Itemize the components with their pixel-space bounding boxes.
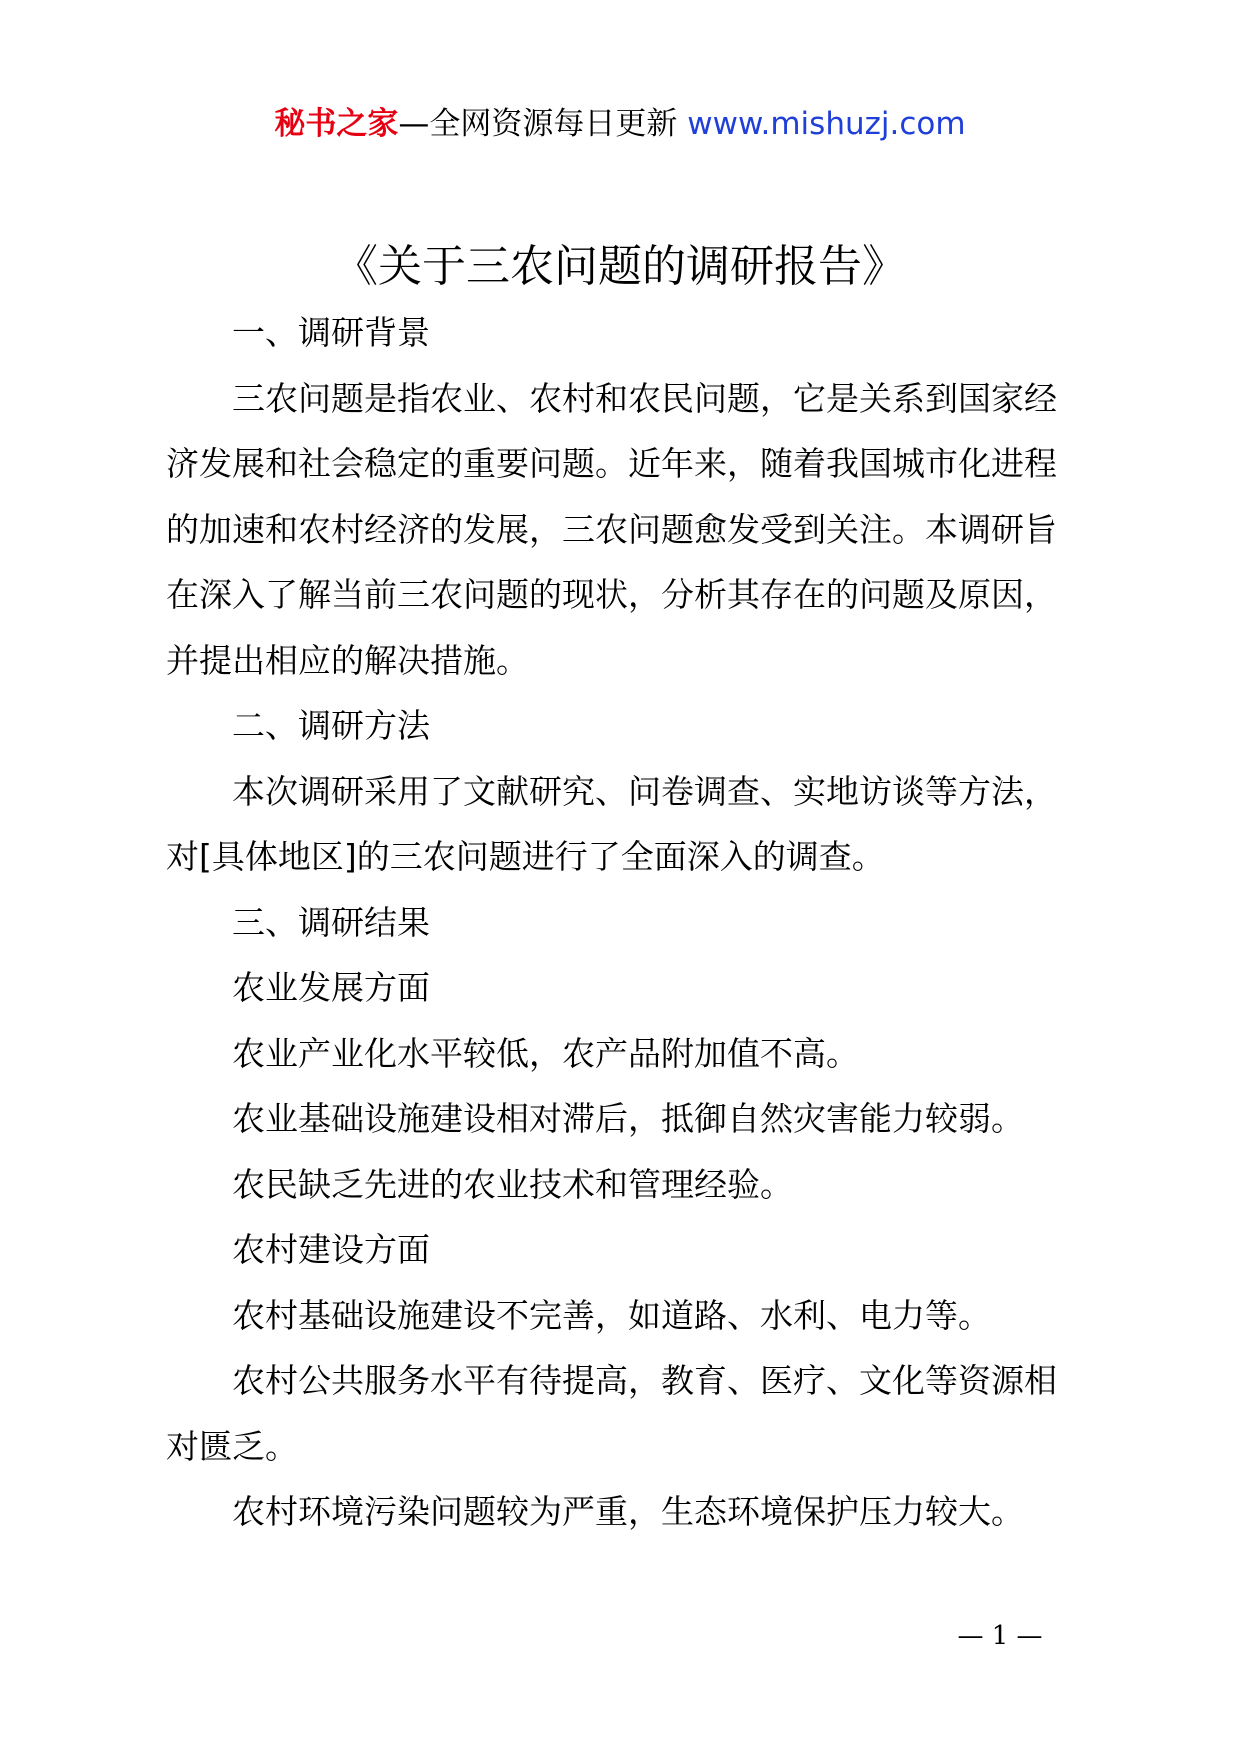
paragraph-item: 农民缺乏先进的农业技术和管理经验。 xyxy=(232,1164,793,1204)
paragraph-item: 农村环境污染问题较为严重，生态环境保护压力较大。 xyxy=(232,1492,1024,1531)
site-header xyxy=(0,100,1240,148)
paragraph-background: 三农问题是指农业、农村和农民问题，它是关系到国家经济发展和社会稳定的重要问题。近年来，随着我国城市化进程的加速和农村经济的发展，三农问题愈发受到关注。本调研旨在深入了解当前三农问题的现状，分析其存在的问题及原因，并提出相应的解决措施。 xyxy=(166,378,1057,680)
subheading-rural-construction: 农村建设方面 xyxy=(232,1230,430,1269)
paragraph-item: 农业基础设施建设相对滞后，抵御自然灾害能力较弱。 xyxy=(232,1099,1024,1138)
page-number: — 1 — xyxy=(957,1621,1043,1651)
document-body xyxy=(166,300,1078,1545)
paragraph-item: 农业产业化水平较低，农产品附加值不高。 xyxy=(232,1033,859,1073)
section-heading-method: 二、调研方法 xyxy=(232,706,430,745)
paragraph-item: 农村公共服务水平有待提高，教育、医疗、文化等资源相对匮乏。 xyxy=(166,1361,1057,1466)
site-url-link[interactable]: www.mishuzj.com xyxy=(687,106,966,142)
paragraph-item: 农村基础设施建设不完善，如道路、水利、电力等。 xyxy=(232,1295,991,1335)
document-title: 《关于三农问题的调研报告》 xyxy=(334,241,906,292)
site-brand: 秘书之家 xyxy=(274,106,399,142)
site-tagline: —全网资源每日更新 xyxy=(398,106,688,142)
section-heading-results: 三、调研结果 xyxy=(232,902,430,942)
section-heading-background: 一、调研背景 xyxy=(232,313,430,352)
paragraph-method: 本次调研采用了文献研究、问卷调查、实地访谈等方法，对[具体地区]的三农问题进行了全面深入的调查。 xyxy=(166,771,1057,876)
subheading-agriculture: 农业发展方面 xyxy=(232,968,430,1007)
